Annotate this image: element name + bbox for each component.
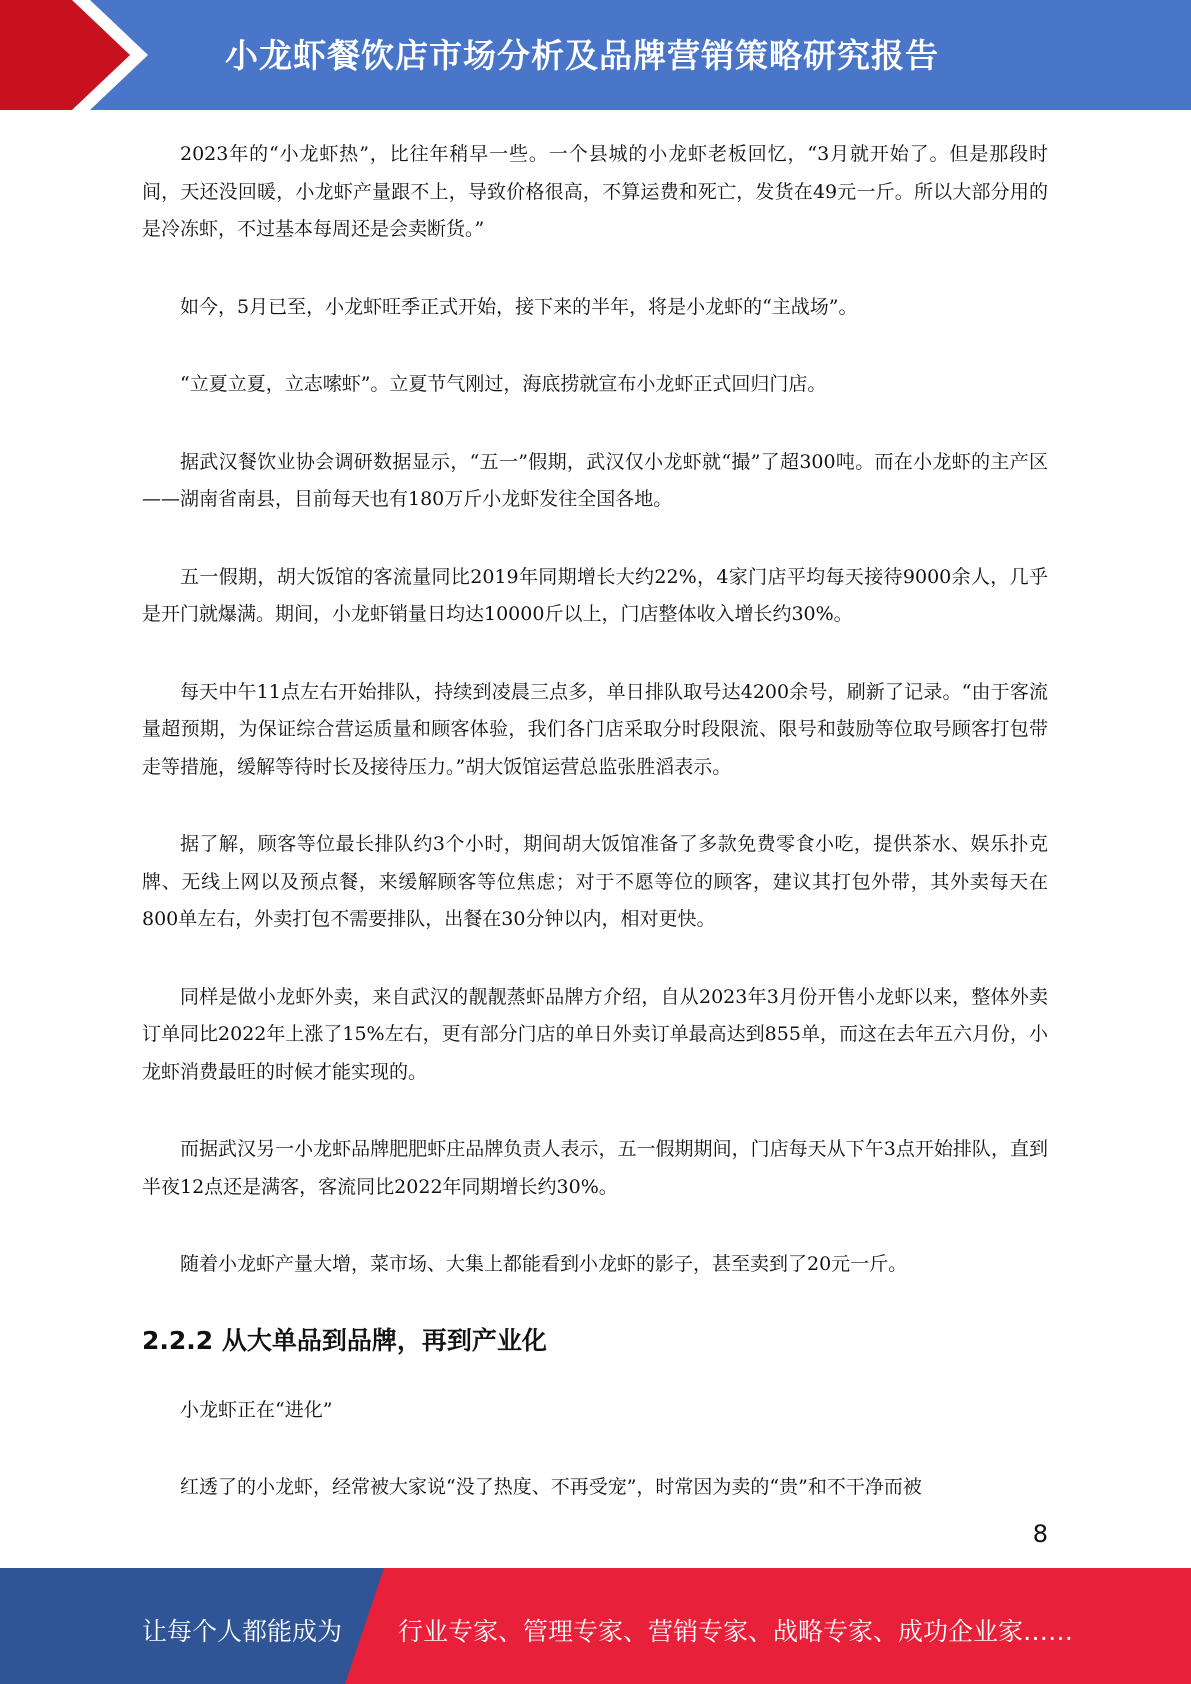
header-arrow-decoration bbox=[0, 0, 160, 110]
page-number: 8 bbox=[1032, 1520, 1048, 1548]
paragraph: 同样是做小龙虾外卖，来自武汉的靓靓蒸虾品牌方介绍，自从2023年3月份开售小龙虾以来，整体外卖订单同比2022年上涨了15%左右，更有部分门店的单日外卖订单最高达到855单，而这在去年五六月份，小龙虾消费最旺的时候才能实现的。 bbox=[142, 985, 1048, 1083]
paragraph: “立夏立夏，立志嗦虾”。立夏节气刚过，海底捞就宣布小龙虾正式回归门店。 bbox=[180, 373, 827, 395]
paragraph: 而据武汉另一小龙虾品牌肥肥虾庄品牌负责人表示，五一假期期间，门店每天从下午3点开始排队，直到半夜12点还是满客，客流同比2022年同期增长约30%。 bbox=[142, 1138, 1048, 1198]
paragraph: 五一假期，胡大饭馆的客流量同比2019年同期增长大约22%，4家门店平均每天接待9000余人，几乎是开门就爆满。期间，小龙虾销量日均达10000斤以上，门店整体收入增长约30%。 bbox=[142, 565, 1048, 625]
paragraph: 据武汉餐饮业协会调研数据显示，“五一”假期，武汉仅小龙虾就“撮”了超300吨。而在小龙虾的主产区——湖南省南县，目前每天也有180万斤小龙虾发往全国各地。 bbox=[142, 450, 1048, 510]
paragraph: 红透了的小龙虾，经常被大家说“没了热度、不再受宠”，时常因为卖的“贵”和不干净而被 bbox=[180, 1476, 922, 1498]
section-heading: 2.2.2 从大单品到品牌，再到产业化 bbox=[142, 1325, 547, 1355]
paragraph: 据了解，顾客等位最长排队约3个小时，期间胡大饭馆准备了多款免费零食小吃，提供茶水、娱乐扑克牌、无线上网以及预点餐，来缓解顾客等位焦虑；对于不愿等位的顾客，建议其打包外带，其外卖每天在800单左右，外卖打包不需要排队，出餐在30分钟以内，相对更快。 bbox=[142, 833, 1048, 930]
paragraph: 随着小龙虾产量大增，菜市场、大集上都能看到小龙虾的影子，甚至卖到了20元一斤。 bbox=[180, 1253, 908, 1275]
footer-slogan-right: 行业专家、管理专家、营销专家、战略专家、成功企业家…… bbox=[398, 1617, 1074, 1646]
paragraph: 小龙虾正在“进化” bbox=[180, 1398, 333, 1421]
paragraph: 2023年的“小龙虾热”，比往年稍早一些。一个县城的小龙虾老板回忆，“3月就开始了。但是那段时间，天还没回暖，小龙虾产量跟不上，导致价格很高，不算运费和死亡，发货在49元一斤。所以大部分用的是冷冻虾，不过基本每周还是会卖断货。” bbox=[142, 143, 1048, 240]
paragraph: 如今，5月已至，小龙虾旺季正式开始，接下来的半年，将是小龙虾的“主战场”。 bbox=[180, 295, 858, 318]
page-footer bbox=[0, 1568, 1191, 1684]
footer-slogan-left: 让每个人都能成为 bbox=[142, 1617, 343, 1646]
paragraph: 每天中午11点左右开始排队，持续到凌晨三点多，单日排队取号达4200余号，刷新了记录。“由于客流量超预期，为保证综合营运质量和顾客体验，我们各门店采取分时段限流、限号和鼓励等位取号顾客打包带走等措施，缓解等待时长及接待压力。”胡大饭馆运营总监张胜滔表示。 bbox=[142, 680, 1048, 778]
report-title: 小龙虾餐饮店市场分析及品牌营销策略研究报告 bbox=[225, 36, 939, 75]
document-body bbox=[142, 136, 1048, 1547]
page-header bbox=[0, 0, 1191, 110]
